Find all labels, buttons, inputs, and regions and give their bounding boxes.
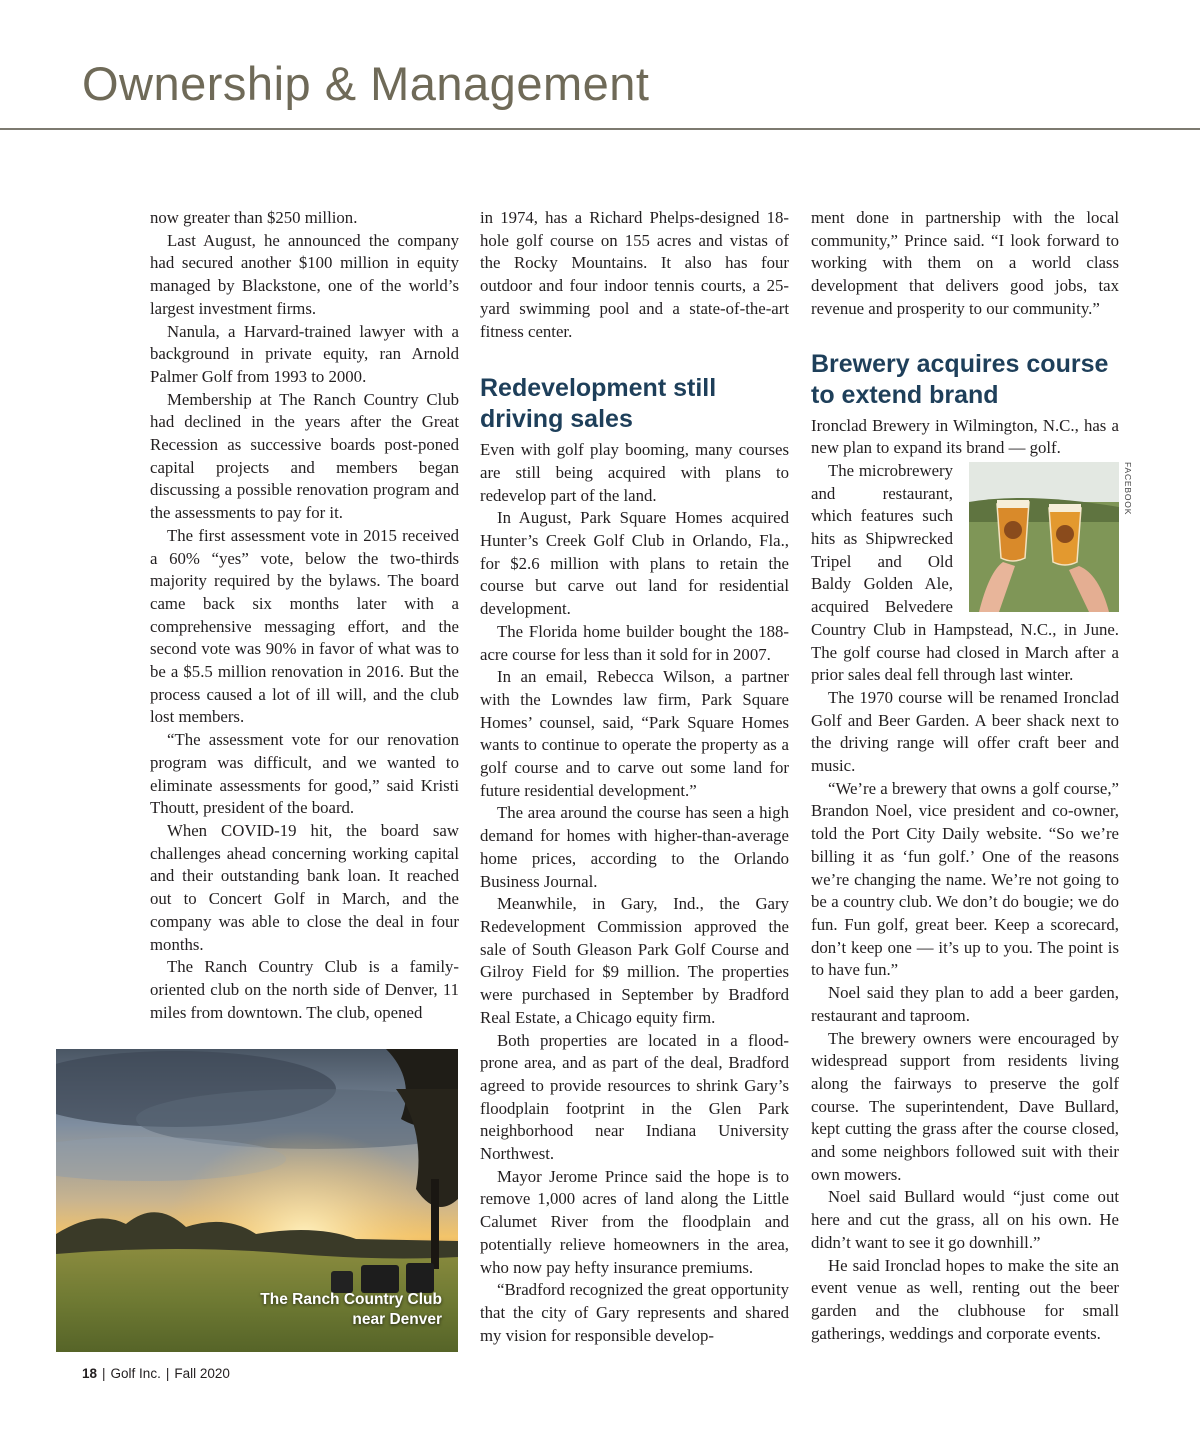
caption-line-2: near Denver (352, 1311, 442, 1328)
article-column-2 (480, 207, 789, 1347)
body-paragraph: Meanwhile, in Gary, Ind., the Gary Redevelopment Commission approved the sale of South Gleason Park Golf Course and Gilroy Field for $9 million. The properties were purchased in September by Bradford Real Estate, a Chicago equity firm. (480, 894, 789, 1027)
body-paragraph: “We’re a brewery that owns a golf course,” Brandon Noel, vice president and co-owner, told the Port City Daily website. “So we’re billing it as ‘fun golf.’ One of the reasons we’re changing the name. We’re not going to be a country club. We don’t do bougie; we do fun. Fun golf, great beer. Keep a scorecard, don’t keep one — it’s up to you. The point is to have fun.” (811, 778, 1119, 980)
article-column-1 (150, 207, 459, 1024)
body-paragraph: The Florida home builder bought the 188-acre course for less than it sold for in 2007. (480, 621, 789, 664)
photo-credit: FACEBOOK (1123, 461, 1133, 516)
footer-separator: | (102, 1366, 106, 1381)
caption-line-1: The Ranch Country Club (260, 1291, 442, 1308)
section-title: Ownership & Management (82, 57, 650, 110)
body-paragraph: The Ranch Country Club is a family-oriented club on the north side of Denver, 11 miles from downtown. The club, opened (150, 957, 459, 1022)
body-paragraph: The 1970 course will be renamed Ironclad Golf and Beer Garden. A beer shack next to the driving range will offer craft beer and music. (811, 687, 1119, 776)
beer-glasses-illustration (969, 462, 1119, 612)
body-paragraph: “The assessment vote for our renovation program was difficult, and we wanted to eliminate assessments for good,” said Kristi Thoutt, president of the board. (150, 730, 459, 818)
article-column-3 (811, 207, 1133, 1345)
body-paragraph: Nanula, a Harvard-trained lawyer with a background in private equity, ran Arnold Palmer Golf from 1993 to 2000. (150, 321, 459, 386)
body-paragraph: Last August, he announced the company had secured another $100 million in equity managed by Blackstone, one of the world’s largest investment firms. (150, 230, 459, 318)
body-paragraph: Noel said they plan to add a beer garden, restaurant and taproom. (811, 983, 1119, 1025)
body-paragraph: Ironclad Brewery in Wilmington, N.C., has a new plan to expand its brand — golf. (811, 415, 1119, 458)
body-paragraph: He said Ironclad hopes to make the site an event venue as well, renting out the beer garden and the clubhouse for small gatherings, weddings and corporate events. (811, 1255, 1119, 1343)
body-paragraph: Both properties are located in a flood-prone area, and as part of the deal, Bradford agreed to provide resources to shrink Gary’s floodplain footprint in the Glen Park neighborhood near Indiana University Northwest. (480, 1030, 789, 1164)
body-paragraph: “Bradford recognized the great opportunity that the city of Gary represents and shared my vision for responsible develop- (480, 1280, 789, 1345)
photo-caption (260, 1290, 442, 1330)
body-paragraph: Mayor Jerome Prince said the hope is to remove 1,000 acres of land along the Little Calumet River from the floodplain and potentially relieve homeowners in the area, who now pay hefty insurance premiums. (480, 1166, 789, 1277)
body-paragraph: in 1974, has a Richard Phelps-designed 18-hole golf course on 155 acres and vistas of the Rocky Mountains. It also has four outdoor and four indoor tennis courts, a 25-yard swimming pool and a state-of-the-art fitness center. (480, 208, 789, 341)
ranch-country-club-photo (56, 1049, 458, 1352)
body-paragraph: The first assessment vote in 2015 received a 60% “yes” vote, below the two-thirds majority required by the bylaws. The board came back six months later with a comprehensive messaging effort, and the second vote was 90% in favor of what was to be a $5.5 million renovation in 2016. But the process caused a lot of ill will, and the club lost members. (150, 525, 459, 727)
issue-date: Fall 2020 (174, 1366, 230, 1381)
body-paragraph: ment done in partnership with the local community,” Prince said. “I look forward to working with them on a world class development that delivers good jobs, tax revenue and prosperity to our community.” (811, 208, 1119, 318)
beer-photo-inset (969, 461, 1133, 612)
body-paragraph: Noel said Bullard would “just come out here and cut the grass, all on his own. He didn’t want to see it go downhill.” (811, 1187, 1119, 1252)
footer-separator: | (165, 1366, 170, 1381)
body-paragraph: now greater than $250 million. (150, 208, 358, 227)
headline-brewery: Brewery acquires course to extend brand (811, 349, 1109, 409)
header-rule (0, 128, 1200, 130)
body-paragraph: In an email, Rebecca Wilson, a partner with the Lowndes law firm, Park Square Homes’ counsel, said, “Park Square Homes wants to continue to operate the property as a golf course and to carve out some land for future residential development.” (480, 667, 789, 800)
page-number: 18 (82, 1366, 98, 1381)
headline-redevelopment: Redevelopment still driving sales (480, 374, 717, 434)
body-paragraph: Even with golf play booming, many courses are still being acquired with plans to redevelop part of the land. (480, 440, 789, 505)
body-paragraph: The brewery owners were encouraged by widespread support from residents living along the fairways to preserve the golf course. The superintendent, Dave Bullard, kept cutting the grass after the course closed, and some neighbors followed suit with their own mowers. (811, 1028, 1119, 1184)
body-paragraph: When COVID-19 hit, the board saw challenges ahead concerning working capital and their outstanding bank loan. It reached out to Concert Golf in March, and the company was able to close the deal in four months. (150, 820, 459, 954)
body-paragraph: In August, Park Square Homes acquired Hunter’s Creek Golf Club in Orlando, Fla., for $2.6 million with plans to retain the course but carve out land for residential development. (480, 508, 789, 619)
publication-name: Golf Inc. (110, 1366, 161, 1381)
body-paragraph: Membership at The Ranch Country Club had declined in the years after the Great Recession as successive boards post-poned capital projects and members began discussing a possible renovation program and the assessments to pay for it. (150, 389, 459, 523)
body-paragraph: The microbrewery and restaurant, which features such hits as Shipwrecked Tripel and Old Baldy Golden Ale, acquired Belvedere Country Club in Hampstead, N.C., in June. The golf course had closed in March after a prior sales deal fell through last winter. (811, 460, 1119, 685)
body-paragraph: The area around the course has seen a high demand for homes with higher-than-average home prices, according to the Orlando Business Journal. (480, 803, 789, 891)
beer-toast-image (969, 462, 1119, 612)
page-footer (82, 1366, 230, 1381)
